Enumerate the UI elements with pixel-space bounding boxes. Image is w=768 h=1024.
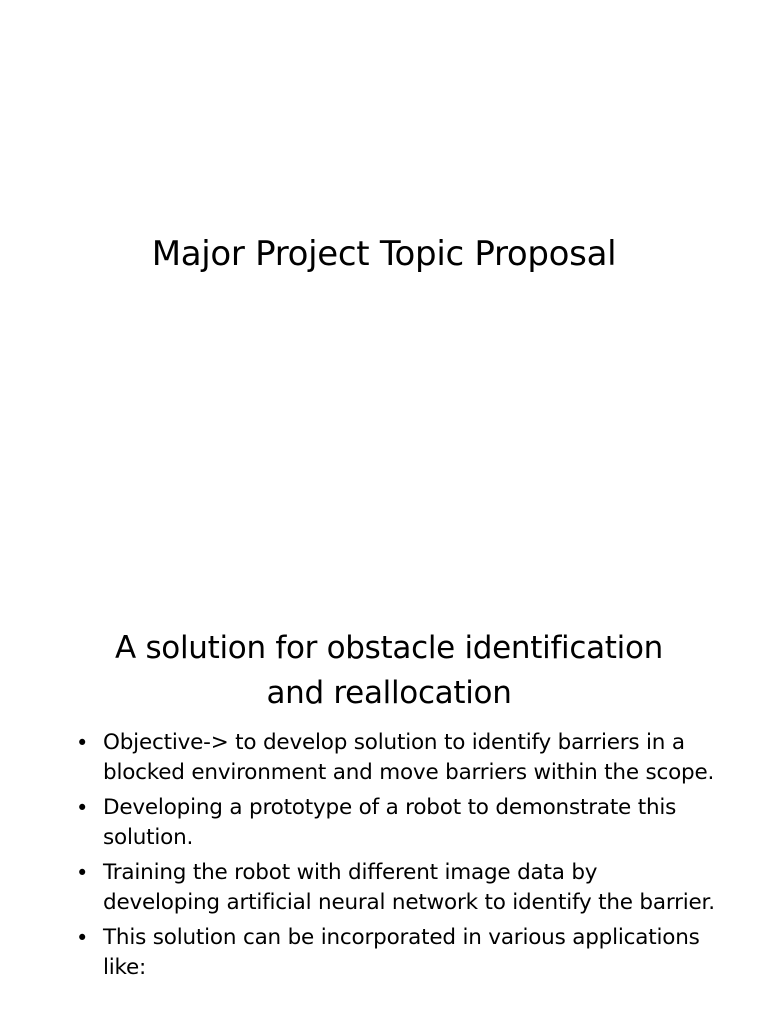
bullet-item (76, 858, 716, 918)
bullet-text: Developing a prototype of a robot to demonstrate this solution. (103, 795, 677, 850)
slide-heading-line-1: A solution for obstacle identification (114, 630, 663, 666)
bullet-list (76, 728, 716, 988)
slide-content (0, 576, 768, 1024)
bullet-item (76, 728, 716, 788)
slide-heading (0, 626, 768, 716)
bullet-icon: • (76, 861, 89, 885)
bullet-text: Objective-> to develop solution to identify barriers in a blocked environment and move barriers within the scope. (103, 730, 715, 785)
bullet-item (76, 793, 716, 853)
slide-heading-line-2: and reallocation (266, 675, 512, 711)
bullet-icon: • (76, 796, 89, 820)
bullet-text: This solution can be incorporated in various applications like: (103, 925, 700, 980)
bullet-icon: • (76, 926, 89, 950)
presentation-title: Major Project Topic Proposal (151, 234, 617, 274)
bullet-item (76, 923, 716, 983)
bullet-icon: • (76, 731, 89, 755)
bullet-text: Training the robot with different image data by developing artificial neural network to identify the barrier. (103, 860, 715, 915)
